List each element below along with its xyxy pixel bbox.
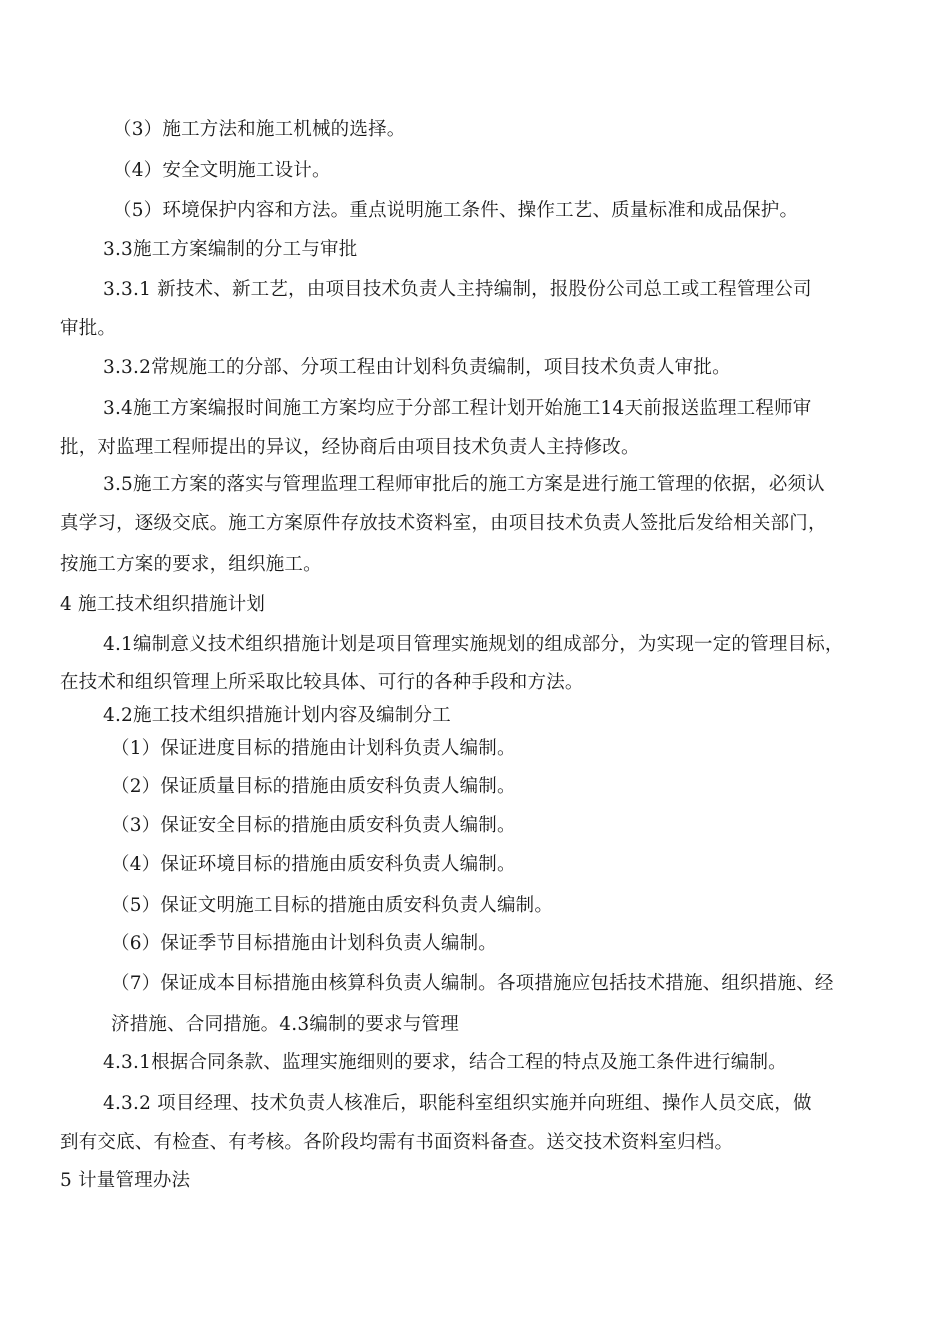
list-item-civilized-construction: （5）保证文明施工目标的措施由质安科负责人编制。 bbox=[111, 895, 554, 916]
paragraph-3-3-2: 3.3.2常规施工的分部、分项工程由计划科负责编制，项目技术负责人审批。 bbox=[103, 357, 731, 378]
paragraph-3-3-1-line-1: 3.3.1 新技术、新工艺，由项目技术负责人主持编制，报股份公司总工或工程管理公司 bbox=[103, 279, 812, 300]
paragraph-3-4-line-2: 批，对监理工程师提出的异议，经协商后由项目技术负责人主持修改。 bbox=[60, 437, 640, 458]
paragraph-4-3-1: 4.3.1根据合同条款、监理实施细则的要求，结合工程的特点及施工条件进行编制。 bbox=[103, 1052, 787, 1073]
paragraph-4-3-2-line-2: 到有交底、有检查、有考核。各阶段均需有书面资料备查。送交技术资料室归档。 bbox=[60, 1132, 734, 1153]
list-item-environmental-protection: （5）环境保护内容和方法。重点说明施工条件、操作工艺、质量标准和成品保护。 bbox=[113, 200, 799, 221]
list-item-environment-measures: （4）保证环境目标的措施由质安科负责人编制。 bbox=[111, 854, 516, 875]
list-item-quality-measures: （2）保证质量目标的措施由质安科负责人编制。 bbox=[111, 776, 516, 797]
section-heading-5: 5 计量管理办法 bbox=[60, 1170, 191, 1191]
paragraph-4-3-2-line-1: 4.3.2 项目经理、技术负责人核准后，职能科室组织实施并向班组、操作人员交底，做 bbox=[103, 1093, 812, 1114]
paragraph-4-1-line-2: 在技术和组织管理上所采取比较具体、可行的各种手段和方法。 bbox=[60, 672, 584, 693]
section-heading-4: 4 施工技术组织措施计划 bbox=[60, 594, 266, 615]
paragraph-3-5-line-2: 真学习，逐级交底。施工方案原件存放技术资料室，由项目技术负责人签批后发给相关部门， bbox=[60, 513, 827, 534]
paragraph-4-1-line-1: 4.1编制意义技术组织措施计划是项目管理实施规划的组成部分，为实现一定的管理目标， bbox=[103, 634, 844, 655]
list-item-construction-methods: （3）施工方法和施工机械的选择。 bbox=[113, 119, 406, 140]
list-item-schedule-measures: （1）保证进度目标的措施由计划科负责人编制。 bbox=[111, 738, 516, 759]
paragraph-3-4-line-1: 3.4施工方案编报时间施工方案均应于分部工程计划开始施工14天前报送监理工程师审 bbox=[103, 398, 812, 419]
paragraph-3-5-line-1: 3.5施工方案的落实与管理监理工程师审批后的施工方案是进行施工管理的依据，必须认 bbox=[103, 474, 825, 495]
list-item-safety-design: （4）安全文明施工设计。 bbox=[113, 160, 331, 181]
list-item-cost-measures-line-2: 济措施、合同措施。4.3编制的要求与管理 bbox=[111, 1014, 459, 1035]
section-heading-4-2: 4.2施工技术组织措施计划内容及编制分工 bbox=[103, 705, 451, 726]
section-heading-3-3: 3.3施工方案编制的分工与审批 bbox=[103, 239, 358, 260]
list-item-cost-measures-line-1: （7）保证成本目标措施由核算科负责人编制。各项措施应包括技术措施、组织措施、经 bbox=[111, 973, 834, 994]
list-item-safety-measures: （3）保证安全目标的措施由质安科负责人编制。 bbox=[111, 815, 516, 836]
paragraph-3-3-1-line-2: 审批。 bbox=[60, 318, 117, 339]
list-item-seasonal-measures: （6）保证季节目标措施由计划科负责人编制。 bbox=[111, 933, 497, 954]
paragraph-3-5-line-3: 按施工方案的要求，组织施工。 bbox=[60, 554, 322, 575]
